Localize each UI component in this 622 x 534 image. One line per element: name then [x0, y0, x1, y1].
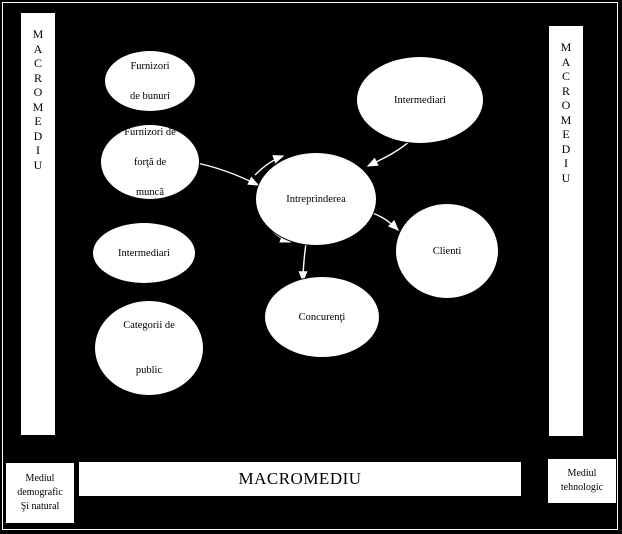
box-macromediu-label: MACROMEDIU [238, 469, 362, 488]
ellipse-label: Intreprinderea [286, 193, 346, 205]
diagram-outer-frame [2, 2, 618, 530]
macromediu-bar-left [20, 12, 56, 436]
box-label-line: Şi natural [20, 501, 60, 512]
macromediu-letter: A [33, 41, 43, 56]
ellipse-label-line: Furnizori de [124, 126, 176, 138]
macromediu-letter: I [564, 156, 568, 170]
box-label-line: Mediul [567, 468, 597, 479]
macromediu-letter: A [561, 54, 571, 69]
ellipse-label-line: public [135, 365, 163, 376]
macromediu-letter: M [32, 27, 44, 41]
box-mediul-tehnologic [547, 458, 617, 504]
ellipse-label [112, 125, 188, 200]
macromediu-letter: M [560, 112, 572, 127]
ellipse-label [118, 59, 182, 104]
box-mediul-demografic-si-natural [5, 462, 75, 524]
macromediu-letter: D [561, 141, 571, 156]
macromediu-letter: E [562, 127, 570, 141]
ellipse-furnizori-de-bunuri [104, 50, 196, 112]
macromediu-letter: C [561, 69, 570, 83]
ellipse-label: Concurenţi [298, 311, 346, 323]
macromediu-bar-right [548, 25, 584, 437]
ellipse-label-line: de bunuri [130, 90, 170, 102]
ellipse-furnizori-de-forta-de-munca [100, 124, 200, 200]
macromediu-letter: O [561, 98, 571, 112]
macromediu-letter: M [560, 40, 572, 54]
macromediu-letter: R [33, 70, 42, 85]
ellipse-label-line: muncă [136, 186, 164, 198]
ellipse-label [111, 318, 187, 378]
macromediu-letter: E [34, 114, 42, 128]
ellipse-label-line: Categorii de [123, 320, 175, 331]
box-label-line: tehnologic [560, 482, 604, 493]
ellipse-categorii-de-public [94, 300, 204, 396]
macromediu-letter: U [561, 170, 571, 185]
ellipse-label: Intermediari [394, 94, 446, 106]
ellipse-intermediari-sus [356, 56, 484, 144]
macromediu-letter: U [33, 157, 43, 172]
macromediu-letter: D [33, 128, 43, 143]
ellipse-clienti [395, 203, 499, 299]
ellipse-concurenti [264, 276, 380, 358]
ellipse-label: Clienti [432, 245, 462, 257]
ellipse-label: Intermediari [118, 247, 170, 259]
ellipse-label-line: forţă de [133, 156, 167, 168]
macromediu-letter: I [36, 143, 40, 157]
box-label-line: Mediul [25, 473, 55, 484]
box-macromediu [78, 461, 522, 497]
box-label-line: demografic [17, 487, 63, 498]
macromediu-letter: R [561, 83, 570, 98]
ellipse-label-line: Furnizori [130, 60, 170, 72]
ellipse-intermediari-stanga [92, 222, 196, 284]
macromediu-letter: M [32, 99, 44, 114]
macromediu-letter: O [33, 85, 43, 99]
macromediu-letter: C [33, 56, 42, 70]
ellipse-intreprinderea [255, 152, 377, 246]
